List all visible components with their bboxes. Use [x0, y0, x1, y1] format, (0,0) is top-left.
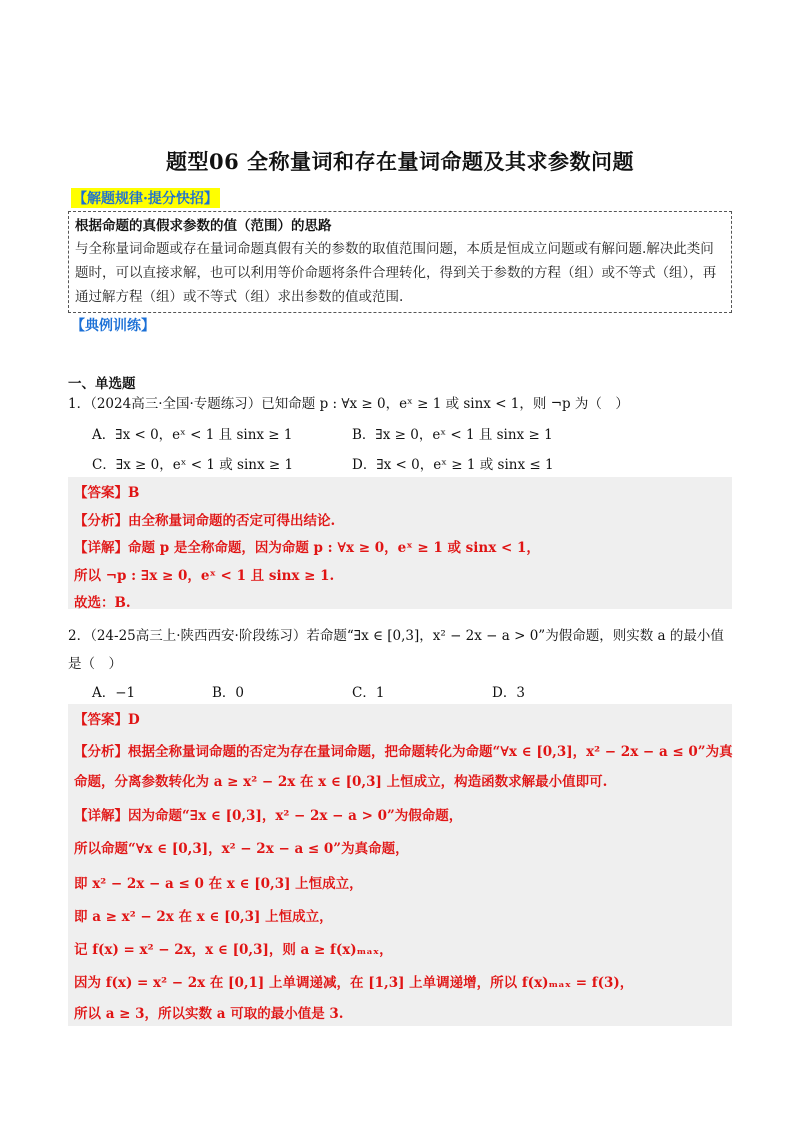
q1-answer-block — [68, 477, 732, 609]
q2-detail-5: 记 f(x) = x² − 2x，x ∈ [0,3]，则 a ≥ f(x)ₘₐₓ， — [74, 942, 393, 958]
q1-detail-2: 所以 ¬p : ∃x ≥ 0，eˣ < 1 且 sinx ≥ 1. — [74, 568, 335, 584]
tip-box — [68, 211, 732, 313]
q1-analysis: 【分析】由全称量词命题的否定可得出结论. — [74, 513, 336, 529]
q2-option-a: A．−1 — [92, 685, 136, 701]
q2-analysis-2: 命题，分离参数转化为 a ≥ x² − 2x 在 x ∈ [0,3] 上恒成立，构造函数求解最小值即可. — [74, 774, 608, 790]
q2-option-b: B．0 — [212, 685, 245, 701]
q2-option-d: D．3 — [492, 685, 525, 701]
section-heading: 一、单选题 — [68, 376, 136, 392]
q2-detail-3: 即 x² − 2x − a ≤ 0 在 x ∈ [0,3] 上恒成立， — [74, 876, 363, 892]
q1-option-a: A．∃x < 0，eˣ < 1 且 sinx ≥ 1 — [92, 427, 293, 443]
q2-detail-1: 【详解】因为命题“∃x ∈ [0,3]，x² − 2x − a > 0”为假命题， — [74, 808, 463, 824]
q2-detail-4: 即 a ≥ x² − 2x 在 x ∈ [0,3] 上恒成立， — [74, 909, 333, 925]
tip-heading: 根据命题的真假求参数的值（范围）的思路 — [75, 218, 332, 234]
q2-option-c: C．1 — [352, 685, 385, 701]
examples-tag: 【典例训练】 — [71, 318, 155, 334]
q1-option-b: B．∃x ≥ 0，eˣ < 1 且 sinx ≥ 1 — [352, 427, 553, 443]
q2-stem-2: 是（ ） — [68, 656, 122, 672]
tip-body: 与全称量词命题或存在量词命题真假有关的参数的取值范围问题，本质是恒成立问题或有解问题.解决此类问题时，可以直接求解，也可以利用等价命题将条件合理转化，得到关于参数的方程（组）或不等式（组），再通过解方程（组）或不等式（组）求出参数的值或范围. — [75, 241, 717, 305]
q1-option-c: C．∃x ≥ 0，eˣ < 1 或 sinx ≥ 1 — [92, 457, 294, 473]
q1-answer: 【答案】B — [74, 485, 140, 501]
q2-analysis-1: 【分析】根据全称量词命题的否定为存在量词命题，把命题转化为命题“∀x ∈ [0,3]，x² − 2x − a ≤ 0”为真 — [74, 744, 733, 760]
q2-detail-7: 所以 a ≥ 3，所以实数 a 可取的最小值是 3. — [74, 1006, 344, 1022]
q2-answer: 【答案】D — [74, 712, 140, 728]
q2-detail-6: 因为 f(x) = x² − 2x 在 [0,1] 上单调递减，在 [1,3] 上单调递增，所以 f(x)ₘₐₓ = f(3)， — [74, 975, 634, 991]
q1-detail-1: 【详解】命题 p 是全称命题，因为命题 p : ∀x ≥ 0，eˣ ≥ 1 或 sinx < 1， — [74, 540, 540, 556]
q1-option-d: D．∃x < 0，eˣ ≥ 1 或 sinx ≤ 1 — [352, 457, 554, 473]
q2-answer-block — [68, 704, 732, 1026]
q2-stem-1: 2．（24-25高三上·陕西西安·阶段练习）若命题“∃x ∈ [0,3]，x² − 2x − a > 0”为假命题，则实数 a 的最小值 — [68, 628, 724, 644]
q2-detail-2: 所以命题“∀x ∈ [0,3]，x² − 2x − a ≤ 0”为真命题， — [74, 841, 409, 857]
rules-tag: 【解题规律·提分快招】 — [71, 188, 220, 208]
page-title: 题型06 全称量词和存在量词命题及其求参数问题 — [165, 149, 635, 174]
q1-stem: 1．（2024高三·全国·专题练习）已知命题 p : ∀x ≥ 0，eˣ ≥ 1 或 sinx < 1，则 ¬p 为（ ） — [68, 396, 629, 412]
q1-choice: 故选：B. — [74, 595, 131, 611]
